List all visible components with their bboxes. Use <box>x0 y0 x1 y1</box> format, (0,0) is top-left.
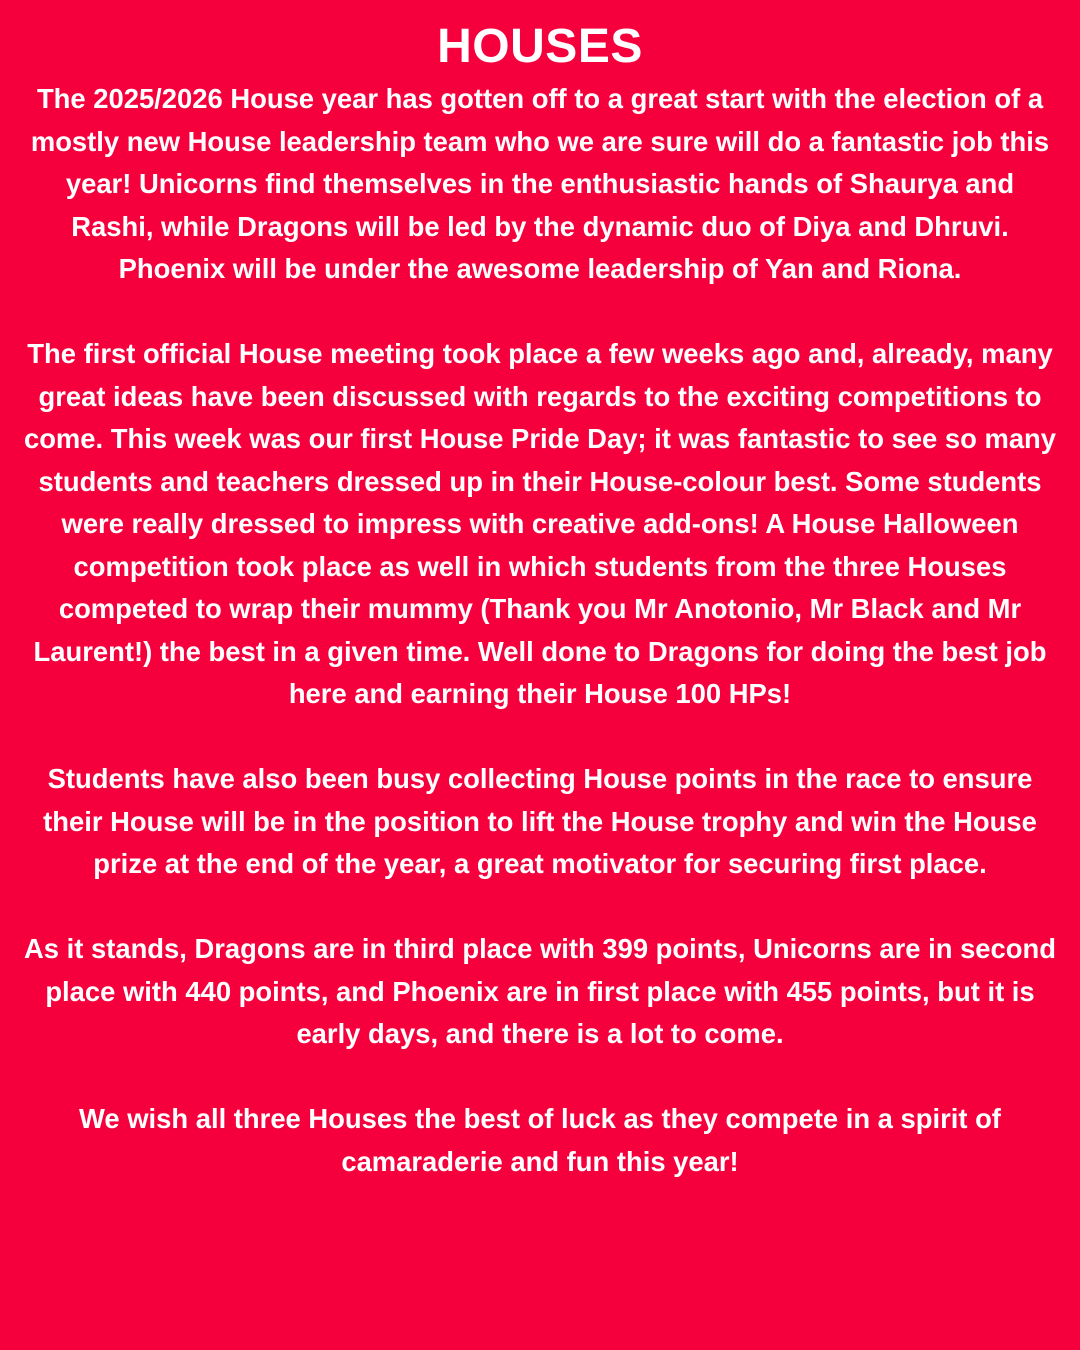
paragraph-spacer <box>22 886 1058 929</box>
paragraph-house-points: Students have also been busy collecting House points in the race to ensure their House will be in the position to lift the House trophy and win the House prize at the end of the year, a great motivator for securing first place. <box>43 763 1037 879</box>
paragraph-spacer <box>22 716 1058 759</box>
paragraph-spacer <box>22 291 1058 334</box>
paragraph-events: The first official House meeting took place a few weeks ago and, already, many great ideas have been discussed with regards to the exciting competitions to come. This week was our first House Pride Day; it was fantastic to see so many students and teachers dressed up in their House-colour best. Some students were really dressed to impress with creative add-ons! A House Halloween competition took place as well in which students from the three Houses competed to wrap their mummy (Thank you Mr Anotonio, Mr Black and Mr Laurent!) the best in a given time. Well done to Dragons for doing the best job here and earning their House 100 HPs! <box>23 338 1057 709</box>
paragraph-leadership: The 2025/2026 House year has gotten off to a great start with the election of a mostly new House leadership team who we are sure will do a fantastic job this year! Unicorns find themselves in the enthusiastic hands of Shaurya and Rashi, while Dragons will be led by the dynamic duo of Diya and Dhruvi. Phoenix will be under the awesome leadership of Yan and Riona. <box>30 83 1050 284</box>
page-title: HOUSES <box>437 20 643 73</box>
paragraph-closing: We wish all three Houses the best of luck as they compete in a spirit of camaraderie and fun this year! <box>79 1103 1001 1177</box>
paragraph-spacer <box>22 1056 1058 1099</box>
paragraph-standings: As it stands, Dragons are in third place with 399 points, Unicorns are in second place with 440 points, and Phoenix are in first place with 455 points, but it is early days, and there is a lot to come. <box>24 933 1056 1049</box>
